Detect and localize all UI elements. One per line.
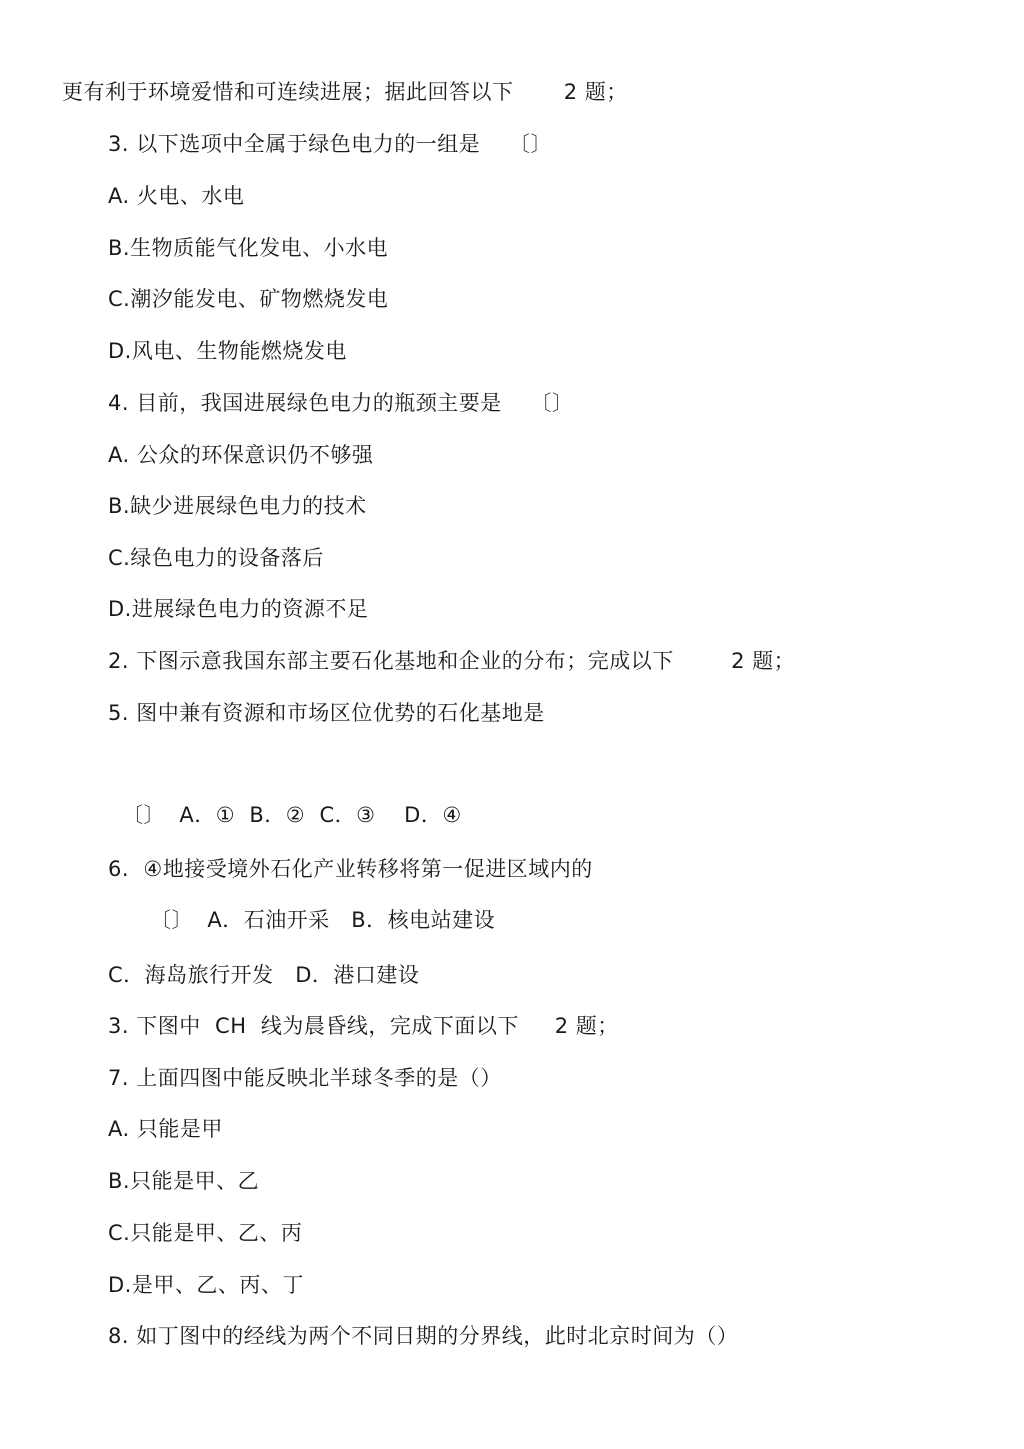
question-4-option-c: C.绿色电力的设备落后: [108, 546, 324, 570]
question-7-option-b: B.只能是甲、乙: [108, 1169, 260, 1193]
question-7-option-c: C.只能是甲、乙、丙: [108, 1221, 303, 1245]
section-2-intro: 2. 下图示意我国东部主要石化基地和企业的分布；完成以下 2 题；: [108, 649, 796, 673]
question-5-options: 〔〕 A．① B．② C．③ D．④: [122, 803, 462, 827]
question-3-option-d: D.风电、生物能燃烧发电: [108, 339, 347, 363]
intro-text-line: 更有利于环境爱惜和可连续进展；据此回答以下 2 题；: [62, 80, 628, 104]
question-3-option-a: A. 火电、水电: [108, 184, 245, 208]
question-5-stem: 5. 图中兼有资源和市场区位优势的石化基地是: [108, 701, 545, 725]
question-3-option-c: C.潮汐能发电、矿物燃烧发电: [108, 287, 389, 311]
question-7-option-a: A. 只能是甲: [108, 1117, 223, 1141]
section-3-intro: 3. 下图中 CH 线为晨昏线，完成下面以下 2 题；: [108, 1014, 619, 1038]
question-7-stem: 7. 上面四图中能反映北半球冬季的是（）: [108, 1066, 502, 1090]
question-7-option-d: D.是甲、乙、丙、丁: [108, 1273, 304, 1297]
question-8-stem: 8. 如丁图中的经线为两个不同日期的分界线，此时北京时间为（）: [108, 1324, 739, 1348]
question-4-option-a: A. 公众的环保意识仍不够强: [108, 443, 374, 467]
question-6-options-cd: C．海岛旅行开发 D．港口建设: [108, 963, 420, 987]
question-3-stem: 3. 以下选项中全属于绿色电力的一组是 〔〕: [108, 132, 552, 156]
question-6-options-ab: 〔〕 A．石油开采 B．核电站建设: [150, 908, 496, 932]
question-4-option-b: B.缺少进展绿色电力的技术: [108, 494, 367, 518]
question-4-stem: 4. 目前，我国进展绿色电力的瓶颈主要是 〔〕: [108, 391, 574, 415]
question-4-option-d: D.进展绿色电力的资源不足: [108, 597, 369, 621]
question-3-option-b: B.生物质能气化发电、小水电: [108, 236, 389, 260]
question-6-stem: 6. ④地接受境外石化产业转移将第一促进区域内的: [108, 857, 593, 881]
